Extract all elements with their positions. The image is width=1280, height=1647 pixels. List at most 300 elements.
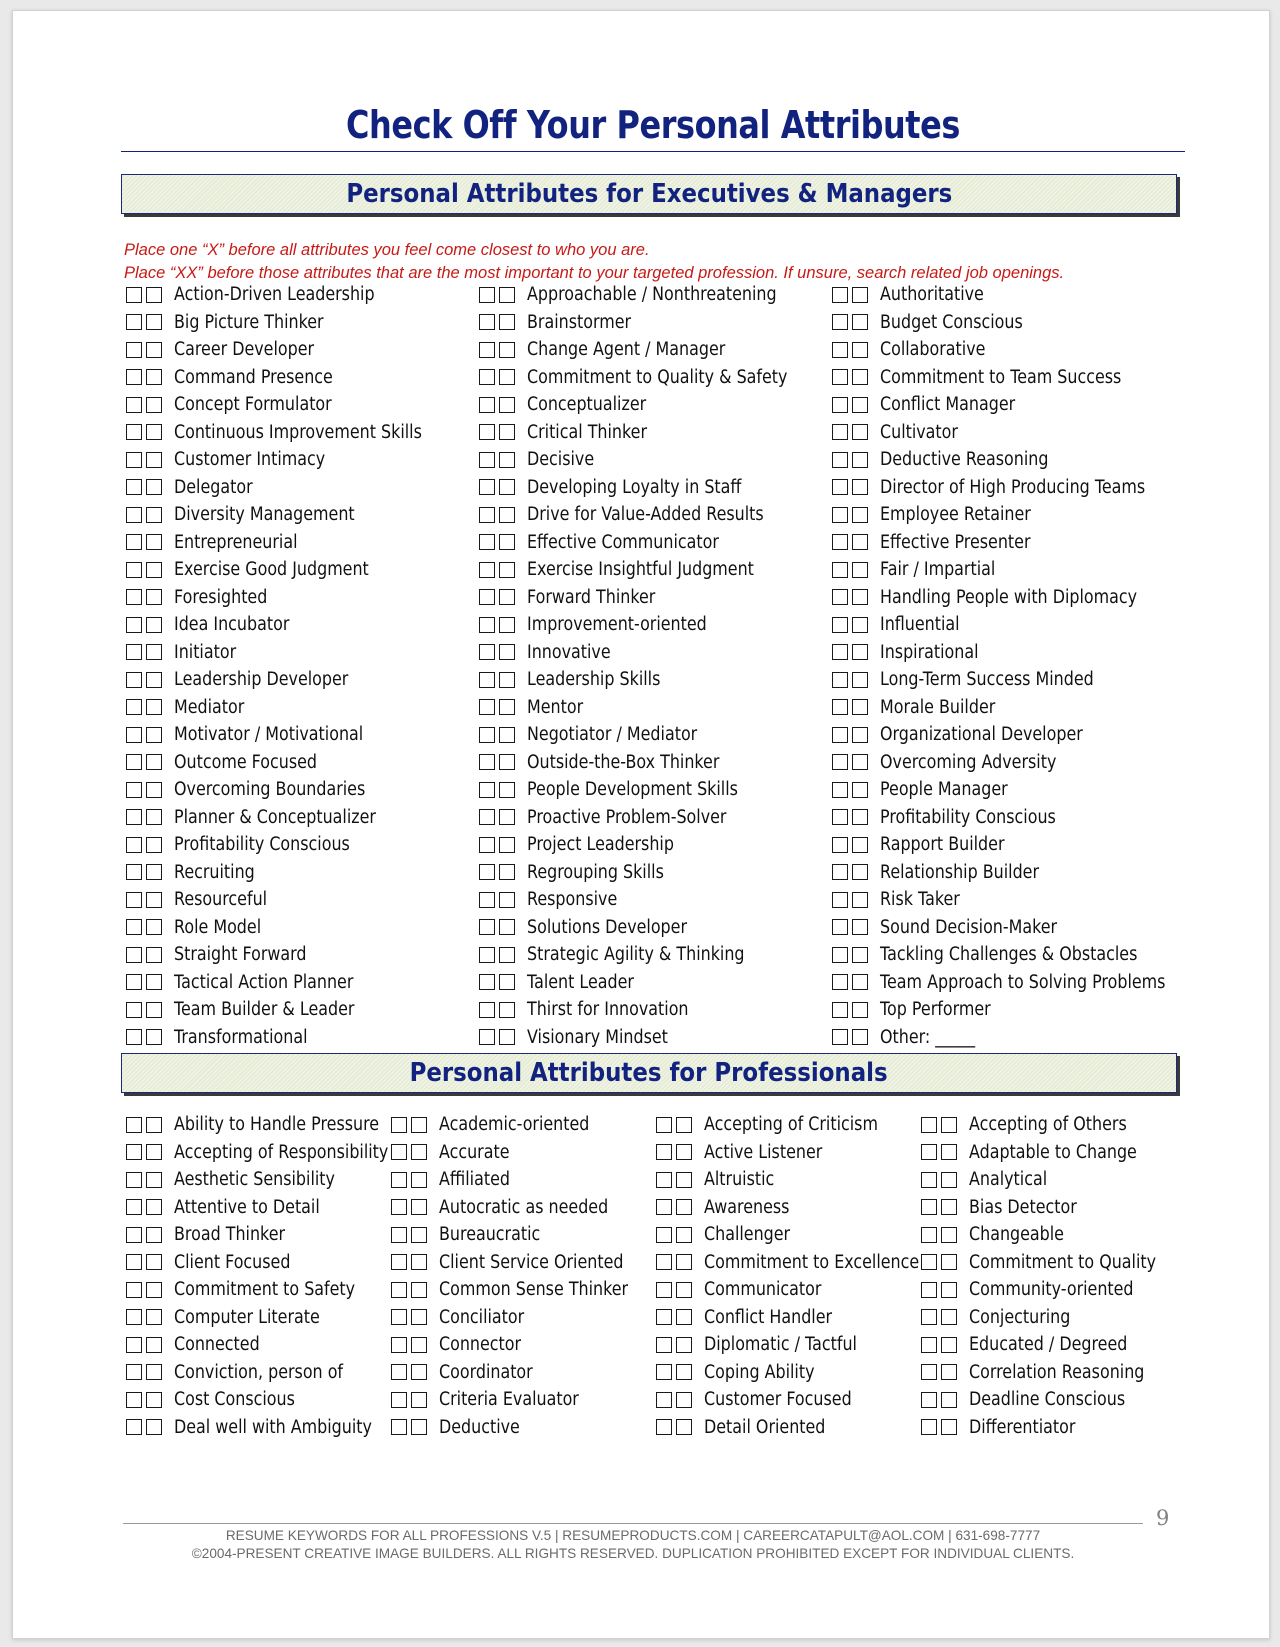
xx-checkbox[interactable]	[411, 1364, 427, 1380]
x-checkbox[interactable]	[391, 1337, 407, 1353]
x-checkbox[interactable]	[832, 562, 848, 578]
xx-checkbox[interactable]	[852, 919, 868, 935]
x-checkbox[interactable]	[126, 589, 142, 605]
xx-checkbox[interactable]	[852, 369, 868, 385]
x-checkbox[interactable]	[921, 1144, 937, 1160]
xx-checkbox[interactable]	[499, 479, 515, 495]
x-checkbox[interactable]	[126, 919, 142, 935]
x-checkbox[interactable]	[921, 1309, 937, 1325]
attribute-label: Other: _____	[880, 1026, 976, 1048]
xx-checkbox[interactable]	[146, 974, 162, 990]
x-checkbox[interactable]	[832, 479, 848, 495]
attribute-label: Conceptualizer	[527, 394, 647, 416]
attribute-row	[832, 776, 1212, 804]
xx-checkbox[interactable]	[676, 1254, 692, 1270]
xx-checkbox[interactable]	[676, 1337, 692, 1353]
xx-checkbox[interactable]	[676, 1282, 692, 1298]
xx-checkbox[interactable]	[852, 562, 868, 578]
x-checkbox[interactable]	[126, 947, 142, 963]
xx-checkbox[interactable]	[146, 1172, 162, 1188]
xx-checkbox[interactable]	[852, 974, 868, 990]
xx-checkbox[interactable]	[146, 424, 162, 440]
x-checkbox[interactable]	[479, 479, 495, 495]
xx-checkbox[interactable]	[146, 534, 162, 550]
x-checkbox[interactable]	[921, 1254, 937, 1270]
x-checkbox[interactable]	[832, 452, 848, 468]
x-checkbox[interactable]	[479, 892, 495, 908]
xx-checkbox[interactable]	[499, 754, 515, 770]
x-checkbox[interactable]	[479, 397, 495, 413]
attribute-label: Leadership Developer	[174, 669, 349, 691]
attribute-row	[126, 694, 462, 722]
attribute-row	[479, 914, 830, 942]
xx-checkbox[interactable]	[411, 1144, 427, 1160]
xx-checkbox[interactable]	[146, 1227, 162, 1243]
x-checkbox[interactable]	[479, 507, 495, 523]
x-checkbox[interactable]	[921, 1282, 937, 1298]
x-checkbox[interactable]	[921, 1337, 937, 1353]
attribute-label: Overcoming Boundaries	[174, 779, 366, 801]
xx-checkbox[interactable]	[852, 837, 868, 853]
x-checkbox[interactable]	[126, 1199, 142, 1215]
x-checkbox[interactable]	[832, 809, 848, 825]
xx-checkbox[interactable]	[411, 1337, 427, 1353]
xx-checkbox[interactable]	[676, 1117, 692, 1133]
attribute-row	[832, 529, 1212, 557]
x-checkbox[interactable]	[126, 479, 142, 495]
xx-checkbox[interactable]	[852, 397, 868, 413]
x-checkbox[interactable]	[832, 507, 848, 523]
x-checkbox[interactable]	[921, 1419, 937, 1435]
x-checkbox[interactable]	[479, 644, 495, 660]
xx-checkbox[interactable]	[499, 974, 515, 990]
x-checkbox[interactable]	[479, 974, 495, 990]
xx-checkbox[interactable]	[852, 534, 868, 550]
xx-checkbox[interactable]	[852, 1029, 868, 1045]
x-checkbox[interactable]	[832, 397, 848, 413]
x-checkbox[interactable]	[391, 1144, 407, 1160]
xx-checkbox[interactable]	[852, 342, 868, 358]
xx-checkbox[interactable]	[941, 1419, 957, 1435]
xx-checkbox[interactable]	[499, 314, 515, 330]
xx-checkbox[interactable]	[852, 507, 868, 523]
x-checkbox[interactable]	[126, 369, 142, 385]
x-checkbox[interactable]	[126, 892, 142, 908]
x-checkbox[interactable]	[656, 1144, 672, 1160]
x-checkbox[interactable]	[479, 342, 495, 358]
x-checkbox[interactable]	[126, 1282, 142, 1298]
attribute-row	[126, 969, 462, 997]
x-checkbox[interactable]	[126, 727, 142, 743]
xx-checkbox[interactable]	[941, 1392, 957, 1408]
attribute-label: People Manager	[880, 779, 1008, 801]
xx-checkbox[interactable]	[411, 1254, 427, 1270]
xx-checkbox[interactable]	[676, 1172, 692, 1188]
xx-checkbox[interactable]	[941, 1309, 957, 1325]
xx-checkbox[interactable]	[852, 644, 868, 660]
x-checkbox[interactable]	[832, 699, 848, 715]
x-checkbox[interactable]	[832, 617, 848, 633]
x-checkbox[interactable]	[126, 397, 142, 413]
xx-checkbox[interactable]	[411, 1227, 427, 1243]
x-checkbox[interactable]	[126, 1364, 142, 1380]
xx-checkbox[interactable]	[146, 754, 162, 770]
x-checkbox[interactable]	[832, 589, 848, 605]
x-checkbox[interactable]	[126, 1002, 142, 1018]
xx-checkbox[interactable]	[146, 1254, 162, 1270]
attribute-row	[391, 1111, 659, 1139]
x-checkbox[interactable]	[126, 342, 142, 358]
xx-checkbox[interactable]	[941, 1364, 957, 1380]
x-checkbox[interactable]	[479, 1002, 495, 1018]
x-checkbox[interactable]	[126, 1337, 142, 1353]
xx-checkbox[interactable]	[411, 1117, 427, 1133]
xx-checkbox[interactable]	[146, 1364, 162, 1380]
xx-checkbox[interactable]	[146, 287, 162, 303]
x-checkbox[interactable]	[391, 1117, 407, 1133]
x-checkbox[interactable]	[126, 1309, 142, 1325]
x-checkbox[interactable]	[391, 1172, 407, 1188]
x-checkbox[interactable]	[391, 1282, 407, 1298]
xx-checkbox[interactable]	[499, 644, 515, 660]
xx-checkbox[interactable]	[941, 1227, 957, 1243]
x-checkbox[interactable]	[832, 342, 848, 358]
xx-checkbox[interactable]	[941, 1199, 957, 1215]
x-checkbox[interactable]	[391, 1199, 407, 1215]
xx-checkbox[interactable]	[499, 507, 515, 523]
xx-checkbox[interactable]	[852, 864, 868, 880]
xx-checkbox[interactable]	[941, 1282, 957, 1298]
x-checkbox[interactable]	[656, 1337, 672, 1353]
xx-checkbox[interactable]	[146, 727, 162, 743]
instruction-line-2: Place “XX” before those attributes that are the most important to your targeted profession. If unsure, search related job openings.	[124, 263, 1065, 282]
x-checkbox[interactable]	[126, 314, 142, 330]
x-checkbox[interactable]	[479, 369, 495, 385]
attribute-label: Strategic Agility & Thinking	[527, 944, 745, 966]
xx-checkbox[interactable]	[146, 864, 162, 880]
x-checkbox[interactable]	[921, 1172, 937, 1188]
xx-checkbox[interactable]	[499, 452, 515, 468]
xx-checkbox[interactable]	[499, 892, 515, 908]
x-checkbox[interactable]	[479, 1029, 495, 1045]
x-checkbox[interactable]	[832, 727, 848, 743]
xx-checkbox[interactable]	[146, 1199, 162, 1215]
x-checkbox[interactable]	[126, 699, 142, 715]
xx-checkbox[interactable]	[852, 617, 868, 633]
x-checkbox[interactable]	[479, 287, 495, 303]
x-checkbox[interactable]	[832, 919, 848, 935]
x-checkbox[interactable]	[126, 1117, 142, 1133]
xx-checkbox[interactable]	[411, 1282, 427, 1298]
attribute-row	[126, 1139, 423, 1167]
xx-checkbox[interactable]	[146, 947, 162, 963]
xx-checkbox[interactable]	[499, 699, 515, 715]
x-checkbox[interactable]	[479, 837, 495, 853]
x-checkbox[interactable]	[126, 974, 142, 990]
xx-checkbox[interactable]	[146, 672, 162, 688]
xx-checkbox[interactable]	[676, 1199, 692, 1215]
x-checkbox[interactable]	[479, 314, 495, 330]
x-checkbox[interactable]	[921, 1392, 937, 1408]
x-checkbox[interactable]	[832, 1029, 848, 1045]
x-checkbox[interactable]	[479, 617, 495, 633]
x-checkbox[interactable]	[126, 1029, 142, 1045]
x-checkbox[interactable]	[921, 1227, 937, 1243]
xx-checkbox[interactable]	[852, 947, 868, 963]
xx-checkbox[interactable]	[852, 672, 868, 688]
xx-checkbox[interactable]	[852, 1002, 868, 1018]
x-checkbox[interactable]	[479, 452, 495, 468]
x-checkbox[interactable]	[126, 1254, 142, 1270]
xx-checkbox[interactable]	[499, 589, 515, 605]
x-checkbox[interactable]	[126, 672, 142, 688]
x-checkbox[interactable]	[479, 699, 495, 715]
xx-checkbox[interactable]	[941, 1254, 957, 1270]
xx-checkbox[interactable]	[499, 919, 515, 935]
x-checkbox[interactable]	[479, 562, 495, 578]
x-checkbox[interactable]	[126, 287, 142, 303]
xx-checkbox[interactable]	[146, 1117, 162, 1133]
attribute-label: Criteria Evaluator	[439, 1389, 579, 1411]
xx-checkbox[interactable]	[146, 837, 162, 853]
xx-checkbox[interactable]	[146, 809, 162, 825]
x-checkbox[interactable]	[126, 1144, 142, 1160]
xx-checkbox[interactable]	[411, 1172, 427, 1188]
x-checkbox[interactable]	[126, 534, 142, 550]
x-checkbox[interactable]	[832, 974, 848, 990]
xx-checkbox[interactable]	[676, 1144, 692, 1160]
x-checkbox[interactable]	[479, 782, 495, 798]
x-checkbox[interactable]	[832, 424, 848, 440]
x-checkbox[interactable]	[479, 809, 495, 825]
x-checkbox[interactable]	[126, 452, 142, 468]
x-checkbox[interactable]	[126, 1227, 142, 1243]
x-checkbox[interactable]	[126, 1172, 142, 1188]
x-checkbox[interactable]	[921, 1199, 937, 1215]
attribute-label: Command Presence	[174, 366, 333, 388]
x-checkbox[interactable]	[656, 1227, 672, 1243]
x-checkbox[interactable]	[832, 782, 848, 798]
x-checkbox[interactable]	[656, 1199, 672, 1215]
xx-checkbox[interactable]	[146, 617, 162, 633]
xx-checkbox[interactable]	[146, 397, 162, 413]
x-checkbox[interactable]	[656, 1282, 672, 1298]
xx-checkbox[interactable]	[676, 1392, 692, 1408]
xx-checkbox[interactable]	[411, 1392, 427, 1408]
xx-checkbox[interactable]	[146, 1337, 162, 1353]
attribute-row	[832, 804, 1212, 832]
x-checkbox[interactable]	[656, 1419, 672, 1435]
attribute-label: Accurate	[439, 1141, 510, 1163]
xx-checkbox[interactable]	[146, 1419, 162, 1435]
attribute-row	[479, 666, 830, 694]
x-checkbox[interactable]	[656, 1172, 672, 1188]
xx-checkbox[interactable]	[852, 452, 868, 468]
xx-checkbox[interactable]	[499, 617, 515, 633]
xx-checkbox[interactable]	[146, 699, 162, 715]
x-checkbox[interactable]	[832, 534, 848, 550]
xx-checkbox[interactable]	[852, 479, 868, 495]
xx-checkbox[interactable]	[499, 287, 515, 303]
xx-checkbox[interactable]	[146, 1144, 162, 1160]
x-checkbox[interactable]	[832, 864, 848, 880]
x-checkbox[interactable]	[832, 314, 848, 330]
x-checkbox[interactable]	[479, 534, 495, 550]
xx-checkbox[interactable]	[499, 534, 515, 550]
x-checkbox[interactable]	[126, 562, 142, 578]
xx-checkbox[interactable]	[499, 672, 515, 688]
xx-checkbox[interactable]	[499, 1029, 515, 1045]
xx-checkbox[interactable]	[499, 424, 515, 440]
xx-checkbox[interactable]	[499, 369, 515, 385]
attribute-label: Cost Conscious	[174, 1389, 295, 1411]
xx-checkbox[interactable]	[499, 727, 515, 743]
x-checkbox[interactable]	[656, 1364, 672, 1380]
xx-checkbox[interactable]	[499, 397, 515, 413]
xx-checkbox[interactable]	[146, 452, 162, 468]
xx-checkbox[interactable]	[852, 589, 868, 605]
attribute-row	[391, 1304, 659, 1332]
xx-checkbox[interactable]	[146, 782, 162, 798]
x-checkbox[interactable]	[126, 644, 142, 660]
x-checkbox[interactable]	[126, 617, 142, 633]
xx-checkbox[interactable]	[499, 782, 515, 798]
xx-checkbox[interactable]	[676, 1309, 692, 1325]
x-checkbox[interactable]	[479, 864, 495, 880]
attribute-label: Organizational Developer	[880, 724, 1083, 746]
attribute-row	[832, 886, 1212, 914]
attribute-label: Responsive	[527, 889, 618, 911]
attribute-row	[126, 1359, 423, 1387]
x-checkbox[interactable]	[921, 1364, 937, 1380]
xx-checkbox[interactable]	[499, 837, 515, 853]
x-checkbox[interactable]	[832, 1002, 848, 1018]
xx-checkbox[interactable]	[676, 1419, 692, 1435]
attribute-label: Attentive to Detail	[174, 1196, 320, 1218]
x-checkbox[interactable]	[832, 369, 848, 385]
xx-checkbox[interactable]	[411, 1309, 427, 1325]
x-checkbox[interactable]	[126, 782, 142, 798]
xx-checkbox[interactable]	[146, 507, 162, 523]
x-checkbox[interactable]	[479, 919, 495, 935]
xx-checkbox[interactable]	[146, 562, 162, 578]
x-checkbox[interactable]	[832, 672, 848, 688]
xx-checkbox[interactable]	[146, 892, 162, 908]
xx-checkbox[interactable]	[852, 727, 868, 743]
x-checkbox[interactable]	[479, 424, 495, 440]
attribute-label: Planner & Conceptualizer	[174, 806, 376, 828]
xx-checkbox[interactable]	[852, 314, 868, 330]
xx-checkbox[interactable]	[941, 1117, 957, 1133]
x-checkbox[interactable]	[126, 864, 142, 880]
x-checkbox[interactable]	[126, 1392, 142, 1408]
xx-checkbox[interactable]	[852, 287, 868, 303]
xx-checkbox[interactable]	[146, 1282, 162, 1298]
x-checkbox[interactable]	[921, 1117, 937, 1133]
x-checkbox[interactable]	[391, 1227, 407, 1243]
x-checkbox[interactable]	[832, 644, 848, 660]
xx-checkbox[interactable]	[146, 1392, 162, 1408]
xx-checkbox[interactable]	[941, 1172, 957, 1188]
attribute-row	[921, 1249, 1187, 1277]
attribute-row	[479, 501, 830, 529]
xx-checkbox[interactable]	[146, 644, 162, 660]
x-checkbox[interactable]	[126, 507, 142, 523]
xx-checkbox[interactable]	[146, 1029, 162, 1045]
xx-checkbox[interactable]	[941, 1144, 957, 1160]
x-checkbox[interactable]	[391, 1309, 407, 1325]
xx-checkbox[interactable]	[146, 1309, 162, 1325]
xx-checkbox[interactable]	[411, 1199, 427, 1215]
x-checkbox[interactable]	[126, 424, 142, 440]
xx-checkbox[interactable]	[146, 479, 162, 495]
xx-checkbox[interactable]	[941, 1337, 957, 1353]
xx-checkbox[interactable]	[146, 369, 162, 385]
attribute-row	[479, 859, 830, 887]
x-checkbox[interactable]	[656, 1392, 672, 1408]
xx-checkbox[interactable]	[852, 892, 868, 908]
x-checkbox[interactable]	[126, 1419, 142, 1435]
x-checkbox[interactable]	[391, 1254, 407, 1270]
xx-checkbox[interactable]	[499, 947, 515, 963]
x-checkbox[interactable]	[832, 892, 848, 908]
xx-checkbox[interactable]	[852, 754, 868, 770]
xx-checkbox[interactable]	[499, 562, 515, 578]
attribute-row	[126, 1166, 423, 1194]
xx-checkbox[interactable]	[499, 1002, 515, 1018]
xx-checkbox[interactable]	[146, 342, 162, 358]
xx-checkbox[interactable]	[499, 809, 515, 825]
x-checkbox[interactable]	[479, 727, 495, 743]
x-checkbox[interactable]	[479, 672, 495, 688]
attribute-label: Common Sense Thinker	[439, 1279, 629, 1301]
xx-checkbox[interactable]	[852, 782, 868, 798]
attribute-row	[126, 1111, 423, 1139]
xx-checkbox[interactable]	[852, 809, 868, 825]
xx-checkbox[interactable]	[146, 1002, 162, 1018]
footer-line-1: RESUME KEYWORDS FOR ALL PROFESSIONS V.5 | RESUMEPRODUCTS.COM | CAREERCATAPULT@AOL.COM | 631-698-7777	[225, 1528, 1041, 1543]
xx-checkbox[interactable]	[852, 424, 868, 440]
xx-checkbox[interactable]	[146, 589, 162, 605]
xx-checkbox[interactable]	[852, 699, 868, 715]
x-checkbox[interactable]	[832, 754, 848, 770]
x-checkbox[interactable]	[126, 809, 142, 825]
xx-checkbox[interactable]	[499, 342, 515, 358]
xx-checkbox[interactable]	[146, 314, 162, 330]
x-checkbox[interactable]	[832, 287, 848, 303]
x-checkbox[interactable]	[479, 947, 495, 963]
xx-checkbox[interactable]	[411, 1419, 427, 1435]
x-checkbox[interactable]	[656, 1254, 672, 1270]
x-checkbox[interactable]	[832, 947, 848, 963]
x-checkbox[interactable]	[479, 754, 495, 770]
xx-checkbox[interactable]	[676, 1227, 692, 1243]
x-checkbox[interactable]	[126, 837, 142, 853]
xx-checkbox[interactable]	[676, 1364, 692, 1380]
x-checkbox[interactable]	[479, 589, 495, 605]
x-checkbox[interactable]	[832, 837, 848, 853]
x-checkbox[interactable]	[126, 754, 142, 770]
attribute-label: Innovative	[527, 641, 611, 663]
xx-checkbox[interactable]	[499, 864, 515, 880]
x-checkbox[interactable]	[656, 1117, 672, 1133]
x-checkbox[interactable]	[391, 1392, 407, 1408]
x-checkbox[interactable]	[391, 1419, 407, 1435]
attribute-row	[832, 639, 1212, 667]
x-checkbox[interactable]	[391, 1364, 407, 1380]
x-checkbox[interactable]	[656, 1309, 672, 1325]
xx-checkbox[interactable]	[146, 919, 162, 935]
